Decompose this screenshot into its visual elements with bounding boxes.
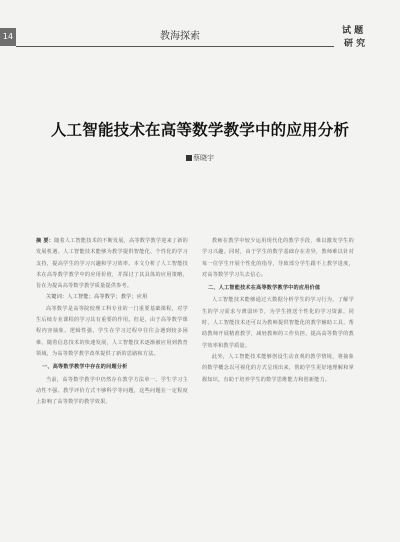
left-column <box>36 236 188 408</box>
abstract-text: 随着人工智能技术的不断发展，高等数学教学迎来了新的发展机遇。人工智能技术能够为教学提供智能化、个性化的学习支持，提高学生的学习兴趣和学习效率。本文分析了人工智能技术在高等数学教学中的应用价值，并探讨了其具体的应用策略，旨在为提高高等数学教学质量提供参考。 <box>36 238 188 290</box>
section-2-heading: 二、人工智能技术在高等数学教学中的应用价值 <box>208 285 321 292</box>
section-1-heading: 一、高等数学教学中存在的问题分析 <box>42 364 128 371</box>
page-number: 14 <box>0 28 16 46</box>
right-column <box>202 236 354 386</box>
section-tag <box>340 25 380 51</box>
journal-name: 教海探索 <box>160 31 200 42</box>
article-author: 蔡晓宇 <box>193 154 214 162</box>
article-title: 人工智能技术在高等数学教学中的应用分析 <box>50 121 350 139</box>
section-1-paragraph: 当前，高等数学教学中仍然存在教学方法单一、学生学习主动性不强、教学评价方式不够科学等问题，这些问题在一定程度上影响了高等数学的教学效果。 <box>36 376 188 406</box>
section-2-paragraph-2: 此外，人工智能技术能够创设生动直观的教学情境，将抽象的数学概念以可视化的方式呈现出来，帮助学生更好地理解和掌握知识，有助于培养学生的数学思维能力和创新能力。 <box>202 353 354 383</box>
section-tag-line-2: 研 究 <box>344 39 366 49</box>
keywords: 关键词：人工智能；高等数学；教学；应用 <box>46 294 148 301</box>
intro-paragraph: 高等数学是高等院校理工科专业的一门重要基础课程，对学生后续专业课程的学习具有重要的作用。但是，由于高等数学课程内容抽象、逻辑性强，学生在学习过程中往往会遇到较多困难。随着信息技术的快速发展，人工智能技术逐渐被应用到教育领域，为高等数学教学改革提供了新的思路和方法。 <box>36 305 188 357</box>
article-author-line <box>0 153 400 163</box>
abstract <box>36 236 188 292</box>
section-2-paragraph-1: 人工智能技术能够通过大数据分析学生的学习行为，了解学生的学习需求与薄弱环节，为学生推送个性化的学习资源。同时，人工智能技术还可以为教师提供智能化的教学辅助工具，帮助教师开展精准教学，减轻教师的工作负担，提高高等数学的教学效率和教学质量。 <box>202 297 354 349</box>
section-tag-line-1: 试 题 <box>342 26 364 36</box>
header-rule <box>16 46 334 47</box>
right-paragraph-1: 教师在教学中较少运用现代化的教学手段，难以激发学生的学习兴趣。同时，由于学生的数学基础存在差异，教师难以针对每一位学生开展个性化的指导，导致部分学生跟不上教学进度，对高等数学学习失去信心。 <box>202 238 354 278</box>
abstract-label: 摘 要： <box>36 238 55 244</box>
author-marker <box>186 155 192 161</box>
